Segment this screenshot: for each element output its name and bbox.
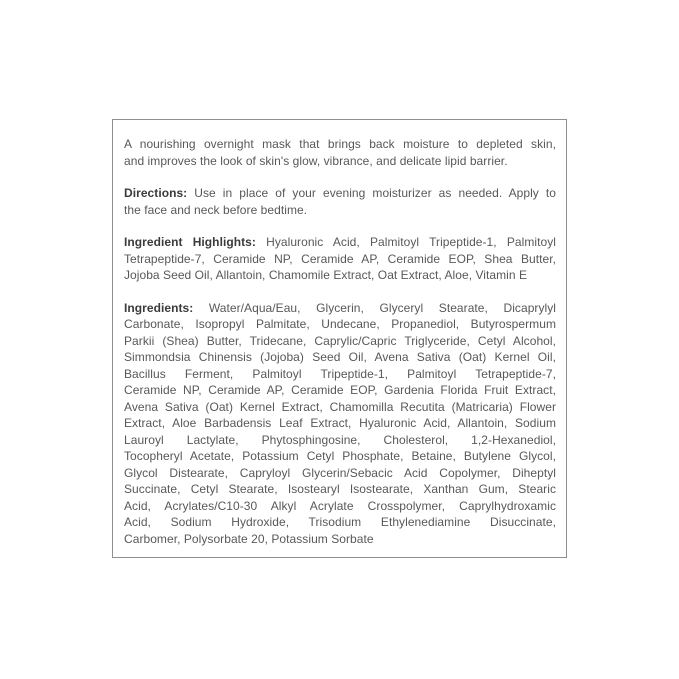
ingredient-highlights-heading-label: Ingredient Highlights: [124,235,256,249]
ingredient-highlights-line-3: Jojoba Seed Oil, Allantoin, Chamomile Extract, Oat Extract, Aloe, Vitamin E [124,268,528,282]
ingredient-highlights-line-2: Tetrapeptide-7, Ceramide NP, Ceramide AP, Ceramide EOP, Shea Butter, [124,251,556,266]
ingredients-line-12: Succinate, Cetyl Stearate, Isostearyl Isostearate, Xanthan Gum, Stearic [124,482,556,496]
ingredient-highlights-line-1: Ingredient Highlights: Hyaluronic Acid, Palmitoyl Tripeptide-1, Palmitoyl [124,235,556,249]
ingredients-heading-label: Ingredients: [124,300,194,315]
ingredients-line-14: Acid, Sodium Hydroxide, Trisodium Ethylenediamine Disuccinate, [124,515,556,529]
ingredients-line-1: Ingredients: Water/Aqua/Eau, Glycerin, Glyceryl Stearate, Dicaprylyl [124,300,556,315]
ingredients-line-10: Tocopheryl Acetate, Potassium Cetyl Phosphate, Betaine, Butylene Glycol, [124,449,556,463]
ingredients-line-3: Parkii (Shea) Butter, Tridecane, Caprylic/Capric Triglyceride, Cetyl Alcohol, [124,333,556,348]
ingredients-line-13: Acid, Acrylates/C10-30 Alkyl Acrylate Crosspolymer, Caprylhydroxamic [124,498,556,513]
directions-line-2: the face and neck before bedtime. [124,202,308,217]
ingredients-paragraph [124,300,556,548]
ingredients-line-15: Carbomer, Polysorbate 20, Potassium Sorbate [124,531,374,546]
info-panel [112,119,567,558]
ingredients-line-11: Glycol Distearate, Capryloyl Glycerin/Sebacic Acid Copolymer, Diheptyl [124,465,556,480]
ingredients-line-9: Lauroyl Lactylate, Phytosphingosine, Cholesterol, 1,2-Hexanediol, [124,432,556,447]
ingredients-line-7: Avena Sativa (Oat) Kernel Extract, Chamomilla Recutita (Matricaria) Flower [124,399,556,414]
description-line-1: A nourishing overnight mask that brings back moisture to depleted skin, [124,137,556,151]
ingredients-line-2: Carbonate, Isopropyl Palmitate, Undecane, Propanediol, Butyrospermum [124,317,556,331]
directions-paragraph [124,185,556,218]
ingredients-line-4: Simmondsia Chinensis (Jojoba) Seed Oil, Avena Sativa (Oat) Kernel Oil, [124,350,556,364]
ingredients-line-6: Ceramide NP, Ceramide AP, Ceramide EOP, Gardenia Florida Fruit Extract, [124,383,556,397]
directions-heading-label: Directions: [124,186,188,200]
description-line-2: and improves the look of skin's glow, vibrance, and delicate lipid barrier. [124,153,508,168]
ingredients-line-5: Bacillus Ferment, Palmitoyl Tripeptide-1, Palmitoyl Tetrapeptide-7, [124,366,556,381]
ingredient-highlights-paragraph [124,234,556,284]
description-paragraph [124,136,556,169]
ingredients-line-8: Extract, Aloe Barbadensis Leaf Extract, Hyaluronic Acid, Allantoin, Sodium [124,416,556,430]
directions-line-1: Directions: Use in place of your evening moisturizer as needed. Apply to [124,186,556,200]
